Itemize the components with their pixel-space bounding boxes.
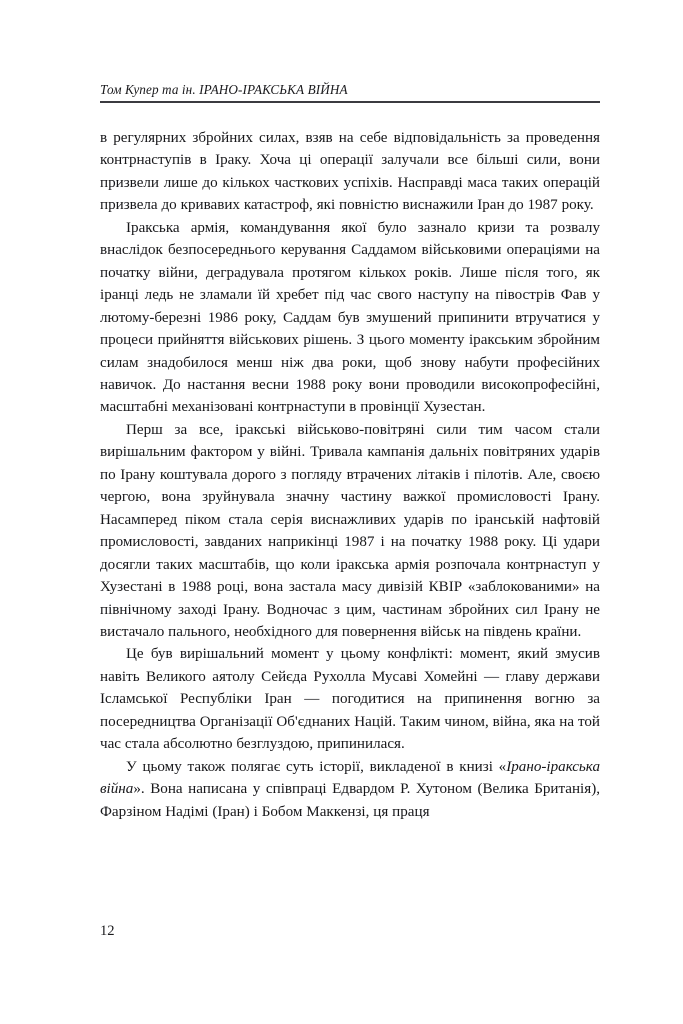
paragraph-2: Іракська армія, командування якої було зазнало кризи та розвалу внаслідок безпосереднього керування Саддамом військовими операціями на початку війни, деградувала протягом кількох років. Лише після того, як іранці ледь не зламали їй хребет під час свого наступу на півострів Фав у лютому-березні 1986 року, Саддам був змушений припинити втручатися у процеси прийняття військових рішень. З цього моменту іракським збройним силам знадобилося менш ніж два роки, щоб знову набути професійних навичок. До настання весни 1988 року вони проводили високопрофесійні, масштабні механізовані контрнаступи в провінції Хузестан. <box>100 219 600 416</box>
paragraph-4: Це був вирішальний момент у цьому конфлікті: момент, який змусив навіть Великого аятолу Сейєда Рухолла Мусаві Хомейні — главу держави Ісламської Республіки Іран — погодитися на припинення вогню за посередництва Організації Об'єднаних Націй. Таким чином, війна, яка на той час стала абсолютно безглуздою, припинилася. <box>100 646 600 753</box>
paragraph-5-lead: У цьому також полягає суть історії, викладеної в книзі « <box>126 758 507 775</box>
running-head <box>100 82 600 103</box>
paragraph-5 <box>100 756 600 823</box>
book-title-italic: Ірано-іракська війна <box>100 758 600 798</box>
paragraph-5-tail: ». Вона написана у співпраці Едвардом Р. Хутоном (Велика Британія), Фарзіном Надімі (Іран) і Бобом Маккензі, ця праця <box>100 781 600 820</box>
running-head-rule <box>100 101 600 103</box>
page-number: 12 <box>100 923 115 939</box>
paragraph-3: Перш за все, іракські військово-повітряні сили тим часом стали вирішальним фактором у війні. Тривала кампанія дальніх повітряних ударів по Ірану коштувала дорого з погляду втрачених літаків і пілотів. Але, своєю чергою, вона зруйнувала значну частину важкої промисловості Ірану. Насамперед піком стала серія виснажливих ударів по іранській нафтовій промисловості, завданих наприкінці 1987 і на початку 1988 року. Ці удари досягли таких масштабів, що коли іракська армія розпочала контрнаступ у Хузестані в 1988 році, вона застала масу дивізій КВІР «заблокованими» на північному заході Ірану. Водночас з цим, частинам збройних сил Ірану не вистачало пального, необхідного для повернення військ на південь країни. <box>100 421 600 640</box>
running-head-title: Том Купер та ін. ІРАНО-ІРАКСЬКА ВІЙНА <box>100 82 348 97</box>
paragraph-1: в регулярних збройних силах, взяв на себе відповідальність за проведення контрнаступів в Іраку. Хоча ці операції залучали все більші сили, вони призвели лише до кількох часткових успіхів. Насправді маса таких операцій призвела до кривавих катастроф, які повністю виснажили Іран до 1987 року. <box>100 130 600 214</box>
body-text-block <box>100 127 600 823</box>
